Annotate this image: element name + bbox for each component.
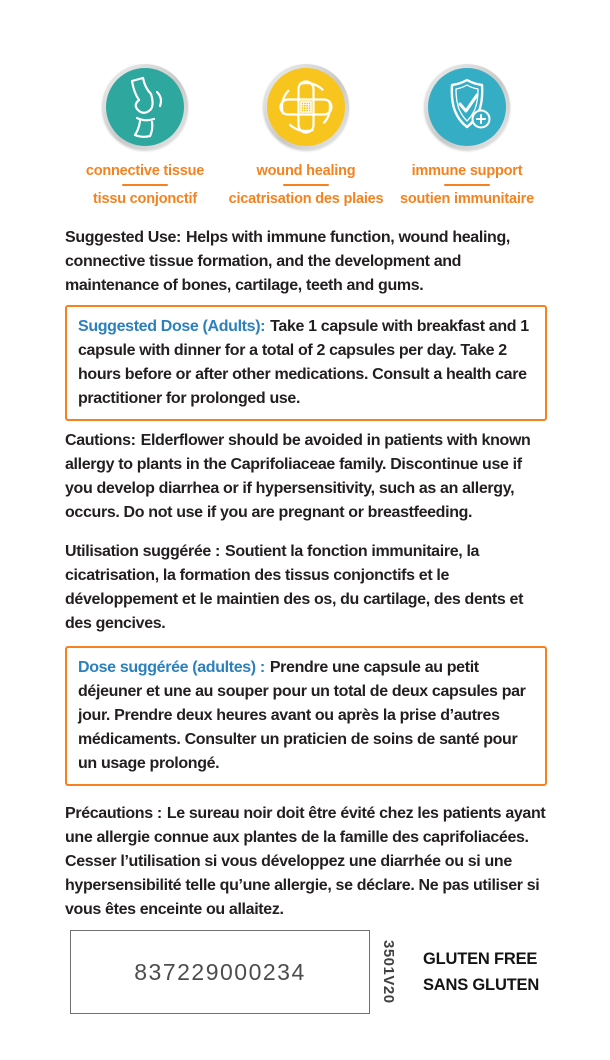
section-heading: Cautions:: [65, 432, 136, 449]
benefit-label-fr: tissu conjonctif: [93, 191, 197, 207]
section-body: Elderflower should be avoided in patients with known allergy to plants in the Caprifoliaceae family. Discontinue use if you develop diarrhea or if hypersensitivity, such as an allergy, occurs. Do not use if you are pregnant or breastfeeding.: [65, 432, 531, 521]
benefit-label-en: connective tissue: [85, 163, 205, 179]
section-heading: Suggested Use:: [65, 229, 182, 246]
section-cautions: [65, 429, 547, 525]
section-heading: Précautions :: [65, 805, 162, 822]
gluten-free-claim: [423, 930, 539, 1014]
knee-joint-icon: [106, 68, 184, 146]
label-divider: [122, 184, 168, 186]
barcode-number: 837229000234: [134, 958, 306, 985]
shield-check-icon: [428, 68, 506, 146]
gluten-free-en: GLUTEN FREE: [423, 950, 538, 968]
benefit-wound-healing: [226, 64, 386, 208]
benefit-immune-support: [387, 64, 547, 208]
benefit-label-fr: cicatrisation des plaies: [228, 191, 384, 207]
bandage-cross-icon: [267, 68, 345, 146]
label-footer: [65, 930, 547, 1014]
label-divider: [444, 184, 490, 186]
barcode-placeholder: [70, 930, 370, 1014]
section-heading: Utilisation suggérée :: [65, 543, 220, 560]
section-body: Take 1 capsule with breakfast and 1 capsule with dinner for a total of 2 capsules per day. Take 2 hours before or after other medications. Consult a health care practitioner for prolonged use.: [78, 318, 529, 407]
benefit-label-en: wound healing: [256, 163, 356, 179]
icon-ring: [424, 64, 510, 150]
section-dose-suggeree-box: [65, 646, 547, 786]
section-heading: Suggested Dose (Adults):: [78, 318, 266, 335]
section-suggested-use: [65, 226, 547, 298]
gluten-free-fr: SANS GLUTEN: [423, 976, 540, 994]
lot-code: 3501V20: [380, 940, 397, 1004]
label-divider: [283, 184, 329, 186]
section-heading: Dose suggérée (adultes) :: [78, 659, 265, 676]
section-utilisation-suggeree: [65, 540, 547, 636]
section-body: Le sureau noir doit être évité chez les patients ayant une allergie connue aux plantes de la famille des caprifoliacées. Cesser l’utilisation si vous développez une diarrhée ou si une hypersensibilité telle qu’une allergie, se déclare. Ne pas utiliser si vous êtes enceinte ou allaitez.: [65, 805, 546, 918]
benefit-label-fr: soutien immunitaire: [400, 191, 534, 207]
benefit-label-en: immune support: [411, 163, 523, 179]
benefit-connective-tissue: [65, 64, 225, 208]
icon-ring: [263, 64, 349, 150]
icon-ring: [102, 64, 188, 150]
section-precautions: [65, 802, 547, 922]
section-suggested-dose-box: [65, 305, 547, 421]
benefits-row: [65, 64, 547, 208]
section-body: Prendre une capsule au petit déjeuner et une au souper pour un total de deux capsules par jour. Prendre deux heures avant ou après la prise d’autres médicaments. Consulter un praticien de soins de santé pour un usage prolongé.: [78, 659, 526, 772]
section-body: Soutient la fonction immunitaire, la cicatrisation, la formation des tissus conjonctifs et le développement et le maintien des os, du cartilage, des dents et des gencives.: [65, 543, 524, 632]
section-body: Helps with immune function, wound healing, connective tissue formation, and the development and maintenance of bones, cartilage, teeth and gums.: [65, 229, 510, 294]
